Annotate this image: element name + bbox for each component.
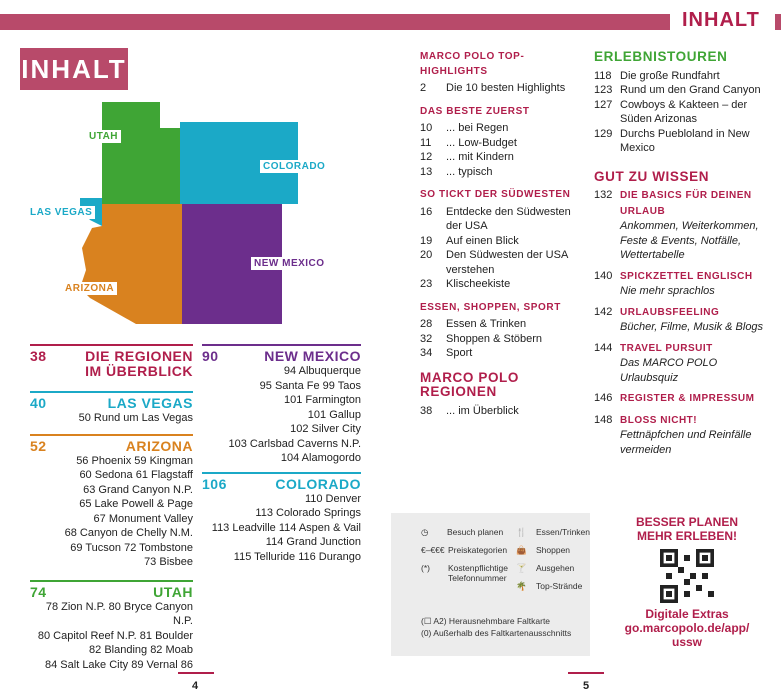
cutlery-icon: 🍴 xyxy=(516,527,527,537)
toc-row: 123 Rund um den Grand Canyon xyxy=(594,84,761,96)
promo-headline: BESSER PLANEN xyxy=(635,515,739,529)
promo-headline: MEHR ERLEBEN! xyxy=(636,529,737,543)
legend-item: 👜 Shoppen xyxy=(516,545,571,555)
list-item: 68 Canyon de Chelly N.M. xyxy=(64,527,193,539)
legend-item: €–€€€ Preiskategorien xyxy=(421,545,508,555)
list-item: 80 Capitol Reef N.P. 81 Boulder xyxy=(37,629,193,642)
legend-note: (☐ A2) Herausnehmbare Faltkarte xyxy=(421,616,551,626)
legend-item: 🌴 Top-Strände xyxy=(516,581,583,591)
rule xyxy=(202,344,361,346)
price-icon: €–€€€ xyxy=(421,545,445,555)
region-header xyxy=(202,349,361,364)
region-items xyxy=(202,492,361,565)
list-item: 50 Rund um Las Vegas xyxy=(78,412,193,424)
legend-item: (*) Kostenpflichtige Telefonnummer xyxy=(421,563,509,583)
toc-col-middle xyxy=(420,50,580,418)
legend-note: (0) Außerhalb des Faltkartenausschnitts xyxy=(421,628,572,638)
list-item: 113 Colorado Springs xyxy=(255,507,361,519)
legend-item: 🍴 Essen/Trinken xyxy=(516,527,591,537)
rule xyxy=(202,472,361,474)
toc-row: 12 ... mit Kindern xyxy=(420,151,514,163)
regions-col-right xyxy=(202,344,361,564)
region-page: 74 xyxy=(30,583,47,600)
region-name: DIE REGIONEN IM ÜBERBLICK xyxy=(85,348,193,379)
section-title: ERLEBNISTOUREN xyxy=(594,49,728,64)
toc-row: 13 ... typisch xyxy=(420,165,493,178)
section-title: SO TICKT DER SÜDWESTEN xyxy=(420,189,571,200)
list-item: 113 Leadville 114 Aspen & Vail xyxy=(211,521,361,534)
palm-tree-icon: 🌴 xyxy=(516,581,527,591)
region-header xyxy=(30,349,193,379)
list-item: 56 Phoenix 59 Kingman xyxy=(76,454,193,467)
region-page: 106 xyxy=(202,475,227,492)
toc-row: 2 Die 10 besten Highlights xyxy=(420,82,566,94)
regions-col-left xyxy=(30,344,193,672)
toc-row: 132 DIE BASICS FÜR DEINEN URLAUB Ankommen, Weiterkommen, Feste & Events, Notfälle, Wettertabelle xyxy=(594,189,759,261)
page-number: 4 xyxy=(192,680,199,692)
list-item: 94 Albuquerque xyxy=(283,365,361,377)
top-bar xyxy=(0,14,670,30)
legend-item: 🍸 Ausgehen xyxy=(516,563,575,573)
list-item: 67 Monument Valley xyxy=(93,512,193,525)
list-item: 65 Lake Powell & Page xyxy=(79,498,193,510)
page-title: INHALT xyxy=(20,48,128,90)
promo-url[interactable]: ussw xyxy=(671,635,702,649)
list-item: 101 Farmington xyxy=(283,394,361,406)
toc-row: 38 ... im Überblick xyxy=(420,404,519,417)
region-page: 40 xyxy=(30,395,47,411)
section-title: MARCO POLO TOP-HIGHLIGHTS xyxy=(420,51,525,77)
list-item: 101 Gallup xyxy=(307,408,361,421)
list-item: 115 Telluride 116 Durango xyxy=(233,550,361,563)
toc-row: 20 Den Südwesten der USA verstehen xyxy=(420,249,568,276)
region-items xyxy=(202,364,361,466)
map-label-arizona: ARIZONA xyxy=(62,282,117,295)
promo-extras: Digitale Extras xyxy=(645,607,729,621)
list-item: 110 Denver xyxy=(304,492,361,505)
rule xyxy=(30,434,193,436)
map-label-newmexico: NEW MEXICO xyxy=(251,257,328,270)
list-item: 69 Tucson 72 Tombstone xyxy=(70,541,193,554)
page-rule xyxy=(178,672,214,674)
list-item: 104 Alamogordo xyxy=(280,452,361,464)
region-items xyxy=(30,411,193,426)
toc-row: 16 Entdecke den Südwesten der USA xyxy=(420,205,571,232)
region-header xyxy=(30,439,193,454)
list-item: 95 Santa Fe 99 Taos xyxy=(259,379,361,392)
section-title: ESSEN, SHOPPEN, SPORT xyxy=(420,301,561,313)
toc-row: 10 ... bei Regen xyxy=(420,122,509,134)
toc-row: 23 Klischeekiste xyxy=(420,278,511,290)
legend-item: ◷ Besuch planen xyxy=(421,527,504,537)
list-item: 60 Sedona 61 Flagstaff xyxy=(79,469,193,481)
region-name: UTAH xyxy=(153,583,193,600)
region-name: COLORADO xyxy=(275,475,361,492)
toc-row: 28 Essen & Trinken xyxy=(420,318,527,330)
header-label: INHALT xyxy=(682,9,760,31)
rule xyxy=(30,580,193,582)
region-items xyxy=(30,454,193,570)
toc-row: 146 REGISTER & IMPRESSUM xyxy=(594,392,755,404)
region-header xyxy=(202,477,361,492)
region-header xyxy=(30,396,193,411)
promo-box xyxy=(612,515,762,649)
map-label-lasvegas: LAS VEGAS xyxy=(27,206,95,219)
region-page: 38 xyxy=(30,348,47,364)
list-item: 82 Blanding 82 Moab xyxy=(89,644,193,656)
list-item: 78 Zion N.P. 80 Bryce Canyon N.P. xyxy=(45,600,193,627)
promo-url[interactable]: go.marcopolo.de/app/ xyxy=(624,621,750,635)
list-item: 84 Salt Lake City 89 Vernal 86 xyxy=(45,658,193,671)
region-items xyxy=(30,600,193,673)
toc-row: 34 Sport xyxy=(420,347,473,359)
list-item: 102 Silver City xyxy=(290,423,361,435)
map-label-utah: UTAH xyxy=(86,130,121,143)
map-label-colorado: COLORADO xyxy=(260,160,328,173)
region-name: ARIZONA xyxy=(125,437,193,454)
toc-row: 140 SPICKZETTEL ENGLISCH Nie mehr sprachlos xyxy=(594,269,753,297)
toc-row: 142 URLAUBSFEELING Bücher, Filme, Musik & Blogs xyxy=(594,305,764,333)
top-bar-right xyxy=(775,14,781,30)
list-item: 103 Carlsbad Caverns N.P. xyxy=(228,437,361,450)
list-item: 63 Grand Canyon N.P. xyxy=(83,483,193,496)
rule xyxy=(30,344,193,346)
toc-row: 127 Cowboys & Kakteen – der Süden Arizonas xyxy=(594,98,748,125)
list-item: 73 Bisbee xyxy=(144,556,193,568)
region-name: NEW MEXICO xyxy=(264,348,361,364)
section-title: DAS BESTE ZUERST xyxy=(420,105,530,117)
toc-row: 11 ... Low-Budget xyxy=(420,136,517,149)
toc-row: 144 TRAVEL PURSUIT Das MARCO POLO Urlaubsquiz xyxy=(594,341,718,384)
clock-icon: ◷ xyxy=(421,527,429,537)
legend-box xyxy=(391,513,590,656)
asterisk-icon: (*) xyxy=(421,563,430,573)
toc-row: 148 BLOSS NICHT! Fettnäpfchen und Reinfälle vermeiden xyxy=(594,413,752,456)
toc-row: 118 Die große Rundfahrt xyxy=(594,69,720,82)
qr-code-icon[interactable] xyxy=(660,549,714,603)
cocktail-icon: 🍸 xyxy=(516,563,527,573)
page-rule xyxy=(568,672,604,674)
section-title: GUT ZU WISSEN xyxy=(594,168,710,184)
page-number: 5 xyxy=(583,680,590,692)
region-header xyxy=(30,585,193,600)
section-title: MARCO POLO REGIONEN xyxy=(420,369,519,399)
region-page: 52 xyxy=(30,437,47,454)
toc-row: 129 Durchs Puebloland in New Mexico xyxy=(594,127,750,154)
region-name: LAS VEGAS xyxy=(107,395,193,411)
rule xyxy=(30,391,193,393)
shopping-bag-icon: 👜 xyxy=(516,545,527,555)
toc-row: 19 Auf einen Blick xyxy=(420,234,519,247)
list-item: 114 Grand Junction xyxy=(265,536,361,548)
region-page: 90 xyxy=(202,348,219,364)
toc-row: 32 Shoppen & Stöbern xyxy=(420,332,543,345)
toc-col-right xyxy=(594,50,766,457)
